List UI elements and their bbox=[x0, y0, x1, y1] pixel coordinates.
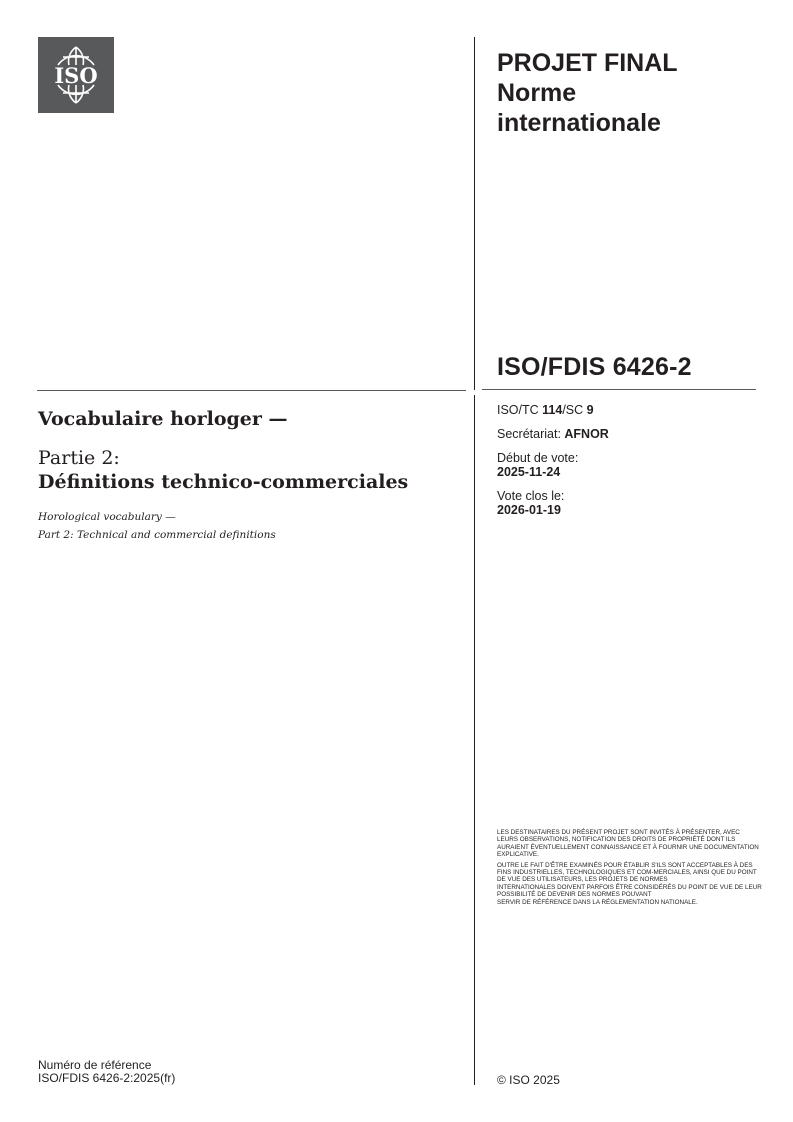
secretariat-value: AFNOR bbox=[564, 427, 609, 441]
secretariat: Secrétariat: AFNOR bbox=[497, 427, 609, 441]
horizontal-divider-right bbox=[482, 389, 756, 390]
iso-globe-logo-icon bbox=[38, 37, 114, 113]
vote-start bbox=[497, 451, 609, 479]
vote-end-date: 2026-01-19 bbox=[497, 503, 561, 517]
english-title-part: Part 2: Technical and commercial definitions bbox=[38, 529, 276, 541]
copyright: © ISO 2025 bbox=[497, 1073, 560, 1087]
english-title-main: Horological vocabulary — bbox=[38, 511, 176, 523]
notice-paragraph-2: OUTRE LE FAIT D'ÊTRE EXAMINÉS POUR ÉTABLIR S'ILS SONT ACCEPTABLES À DES FINS INDUSTRIELLES, TECHNOLOGIQUES ET COM-MERCIALES, AINSI QUE DU POINT DE VUE DES UTILISATEURS, LES PROJETS DE NORMES INTERNATIONALES DOIVENT PARFOIS ÊTRE CONSIDÉRÉS DU POINT DE VUE DE LEUR POSSIBILITÉ DE DEVENIR DES NORMES POUVANT SERVIR DE RÉFÉRENCE DANS LA RÉGLEMENTATION NATIONALE. bbox=[497, 861, 762, 906]
document-number: ISO/FDIS 6426-2 bbox=[497, 353, 692, 381]
english-title bbox=[38, 508, 276, 544]
vote-end bbox=[497, 489, 609, 517]
title-main: Vocabulaire horloger — bbox=[38, 408, 288, 430]
document-stage-header bbox=[497, 48, 678, 138]
document-type-line1: Norme bbox=[497, 79, 577, 107]
horizontal-divider-left bbox=[37, 390, 466, 391]
document-metadata bbox=[497, 403, 609, 527]
committee: ISO/TC 114/SC 9 bbox=[497, 403, 594, 417]
reference-label: Numéro de référence bbox=[38, 1058, 152, 1072]
tc-number: 114 bbox=[542, 403, 563, 417]
document-type-line2: internationale bbox=[497, 109, 661, 137]
title-part bbox=[38, 446, 408, 494]
vote-start-label: Début de vote: bbox=[497, 451, 579, 465]
vertical-divider-top bbox=[474, 37, 475, 390]
legal-notice bbox=[497, 829, 762, 906]
sc-number: 9 bbox=[586, 403, 594, 417]
reference-number bbox=[38, 1059, 175, 1085]
stage-label: PROJET FINAL bbox=[497, 49, 678, 77]
part-label: Partie 2: bbox=[38, 447, 120, 469]
vote-end-label: Vote clos le: bbox=[497, 489, 565, 503]
vertical-divider-bottom bbox=[474, 395, 475, 1085]
part-title: Définitions technico-commerciales bbox=[38, 471, 409, 493]
iso-logo bbox=[38, 37, 114, 113]
reference-value: ISO/FDIS 6426-2:2025(fr) bbox=[38, 1071, 176, 1085]
vote-start-date: 2025-11-24 bbox=[497, 465, 561, 479]
notice-paragraph-1: LES DESTINATAIRES DU PRÉSENT PROJET SONT INVITÉS À PRÉSENTER, AVEC LEURS OBSERVATIONS, NOTIFICATION DES DROITS DE PROPRIÉTÉ DONT ILS AURAIENT ÉVENTUELLEMENT CONNAISSANCE ET À FOURNIR UNE DOCUMENTATION EXPLICATIVE. bbox=[497, 829, 759, 859]
svg-text:ISO: ISO bbox=[54, 63, 98, 88]
